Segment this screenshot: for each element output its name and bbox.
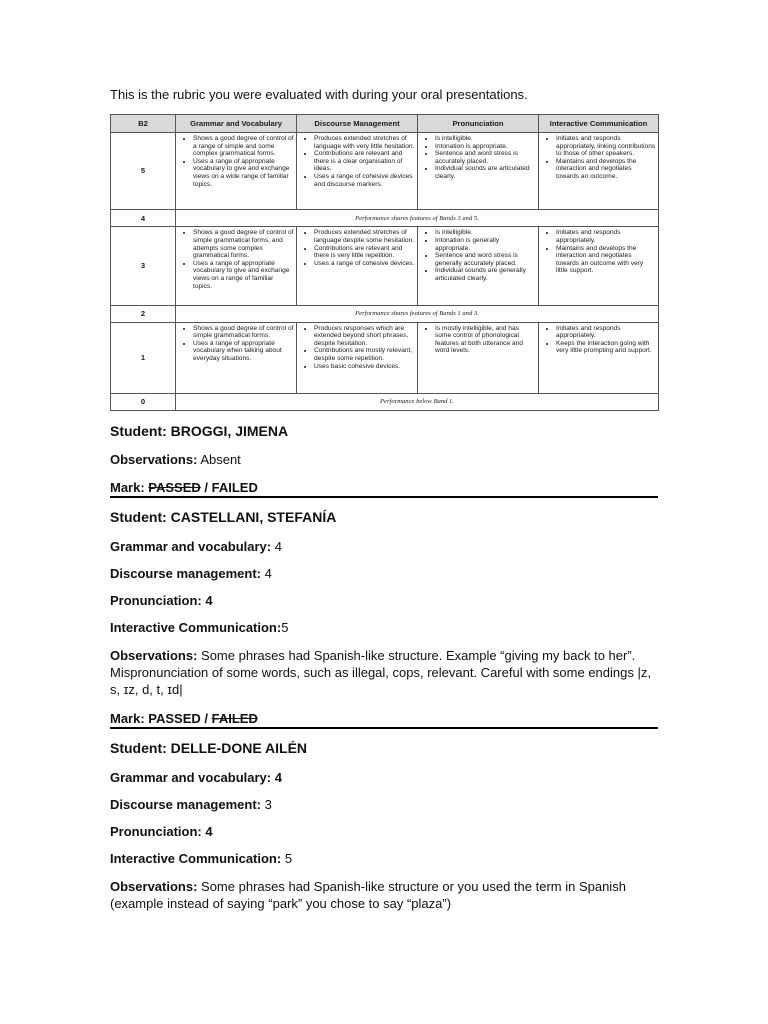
rubric-band-1-row	[111, 322, 659, 393]
discourse-value: 4	[261, 566, 272, 581]
observations-castellani	[110, 647, 658, 698]
criterion: • Produces extended stretches of language despite some hesitation.	[314, 229, 415, 244]
criterion: • Uses basic cohesive devices.	[314, 363, 415, 371]
interactive-delledone	[110, 850, 658, 867]
rubric-band-3-row	[111, 227, 659, 305]
band-4-description: Performance shares features of Bands 3 and 5.	[176, 210, 659, 227]
criterion: • Uses a range of appropriate vocabulary when talking about everyday situations.	[193, 340, 294, 363]
band-label: 0	[111, 393, 176, 410]
band-label: 4	[111, 210, 176, 227]
discourse-castellani	[110, 565, 658, 582]
intro-text: This is the rubric you were evaluated with during your oral presentations.	[110, 87, 528, 102]
band-2-description: Performance shares features of Bands 1 and 3.	[176, 305, 659, 322]
rubric-header-pronunciation: Pronunciation	[418, 115, 539, 133]
grammar-value: 4	[271, 539, 282, 554]
band-5-pronunciation	[418, 133, 539, 210]
criterion: • Contributions are mostly relevant, despite some repetition.	[314, 347, 415, 362]
criterion: • Maintains and develops the interaction and negotiates towards an outcome with very little support.	[556, 245, 656, 275]
observations-label: Observations:	[110, 648, 198, 663]
criterion: • Individual sounds are generally articulated clearly.	[435, 267, 536, 282]
mark-passed-struck: PASSED	[148, 480, 201, 495]
section-divider	[110, 727, 658, 729]
criterion: • Maintains and develops the interaction and negotiates towards an outcome.	[556, 158, 656, 181]
interactive-value: 5	[281, 620, 289, 635]
criterion: • Shows a good degree of control of simple grammatical forms, and attempts some complex grammatical forms.	[193, 229, 294, 259]
band-3-grammar	[176, 227, 297, 305]
criterion: • Individual sounds are articulated clearly.	[435, 165, 536, 180]
mark-failed-struck: FAILED	[211, 711, 258, 726]
observations-value: Some phrases had Spanish-like structure or you used the term in Spanish (example instead of saying “park” you chose to say “plaza”)	[110, 879, 626, 911]
rubric-header-b2: B2	[111, 115, 176, 133]
interactive-label: Interactive Communication:	[110, 851, 282, 866]
observations-label: Observations:	[110, 452, 198, 467]
discourse-delledone	[110, 796, 658, 813]
rubric-band-2-row	[111, 305, 659, 322]
observations-value: Some phrases had Spanish-like structure. Example “giving my back to her”. Mispronunciation of some words, such as illegal, cops, relevant. Careful with some endings |z, s, ɪz, d, t, ɪd|	[110, 648, 651, 697]
criterion: • Is intelligible.	[435, 135, 536, 143]
criterion: • Is intelligible.	[435, 229, 536, 237]
criterion: • Intonation is generally appropriate.	[435, 237, 536, 252]
criterion: • Sentence and word stress is generally accurately placed.	[435, 252, 536, 267]
rubric-band-5-row	[111, 133, 659, 210]
criterion: • Uses a range of appropriate vocabulary to give and exchange views on a wide range of familiar topics.	[193, 158, 294, 188]
band-3-discourse	[297, 227, 418, 305]
discourse-label: Discourse management:	[110, 797, 261, 812]
band-1-pronunciation	[418, 322, 539, 393]
band-1-interactive	[539, 322, 659, 393]
pronunciation-castellani: Pronunciation: 4	[110, 593, 213, 608]
criterion: • Keeps the interaction going with very little prompting and support.	[556, 340, 656, 355]
pronunciation-delledone: Pronunciation: 4	[110, 824, 213, 839]
observations-label: Observations:	[110, 879, 198, 894]
rubric-band-4-row	[111, 210, 659, 227]
rubric-band-0-row	[111, 393, 659, 410]
rubric-header-interactive: Interactive Communication	[539, 115, 659, 133]
student-heading-broggi: Student: BROGGI, JIMENA	[110, 423, 289, 439]
band-label: 2	[111, 305, 176, 322]
discourse-value: 3	[261, 797, 272, 812]
discourse-label: Discourse management:	[110, 566, 261, 581]
band-3-pronunciation	[418, 227, 539, 305]
criterion: • Is mostly intelligible, and has some control of phonological features at both utterance and word levels.	[435, 325, 536, 355]
band-5-grammar	[176, 133, 297, 210]
student-heading-castellani: Student: CASTELLANI, STEFANÍA	[110, 509, 337, 525]
mark-castellani	[110, 710, 658, 727]
band-0-description: Performance below Band 1.	[176, 393, 659, 410]
mark-broggi	[110, 479, 658, 496]
criterion: • Initiates and responds appropriately, linking contributions to those of other speakers.	[556, 135, 656, 158]
criterion: • Contributions are relevant and there is a clear organisation of ideas.	[314, 150, 415, 173]
criterion: • Shows a good degree of control of a range of simple and some complex grammatical forms.	[193, 135, 294, 158]
band-5-interactive	[539, 133, 659, 210]
observations-broggi	[110, 451, 658, 468]
band-1-discourse	[297, 322, 418, 393]
criterion: • Sentence and word stress is accurately placed.	[435, 150, 536, 165]
criterion: • Uses a range of cohesive devices.	[314, 260, 415, 268]
grammar-label: Grammar and vocabulary:	[110, 539, 272, 554]
criterion: • Initiates and responds appropriately.	[556, 229, 656, 244]
student-heading-delledone: Student: DELLE-DONE AILÉN	[110, 740, 308, 756]
band-5-discourse	[297, 133, 418, 210]
interactive-value: 5	[281, 851, 293, 866]
band-label: 1	[111, 322, 176, 393]
rubric-header-grammar: Grammar and Vocabulary	[176, 115, 297, 133]
mark-separator: /	[200, 711, 212, 726]
criterion: • Uses a range of appropriate vocabulary to give and exchange views on a range of familiar topics.	[193, 260, 294, 290]
band-label: 3	[111, 227, 176, 305]
interactive-label: Interactive Communication:	[110, 620, 282, 635]
observations-value: Absent	[197, 452, 241, 467]
criterion: • Contributions are relevant and there is very little repetition.	[314, 245, 415, 260]
mark-label: Mark:	[110, 480, 149, 495]
criterion: • Intonation is appropriate.	[435, 143, 536, 151]
mark-label: Mark: PASSED	[110, 711, 201, 726]
criterion: • Produces responses which are extended beyond short phrases, despite hesitation.	[314, 325, 415, 348]
observations-delledone	[110, 878, 658, 912]
mark-separator: /	[200, 480, 212, 495]
criterion: • Shows a good degree of control of simple grammatical forms.	[193, 325, 294, 340]
grammar-castellani	[110, 538, 658, 555]
band-label: 5	[111, 133, 176, 210]
grammar-delledone: Grammar and vocabulary: 4	[110, 770, 282, 785]
rubric-header-discourse: Discourse Management	[297, 115, 418, 133]
band-3-interactive	[539, 227, 659, 305]
interactive-castellani	[110, 619, 658, 636]
band-1-grammar	[176, 322, 297, 393]
criterion: • Uses a range of cohesive devices and discourse markers.	[314, 173, 415, 188]
rubric-table	[110, 114, 659, 411]
section-divider	[110, 496, 658, 498]
mark-failed: FAILED	[211, 480, 258, 495]
criterion: • Produces extended stretches of language with very little hesitation.	[314, 135, 415, 150]
criterion: • Initiates and responds appropriately.	[556, 325, 656, 340]
rubric-header-row	[111, 115, 659, 133]
